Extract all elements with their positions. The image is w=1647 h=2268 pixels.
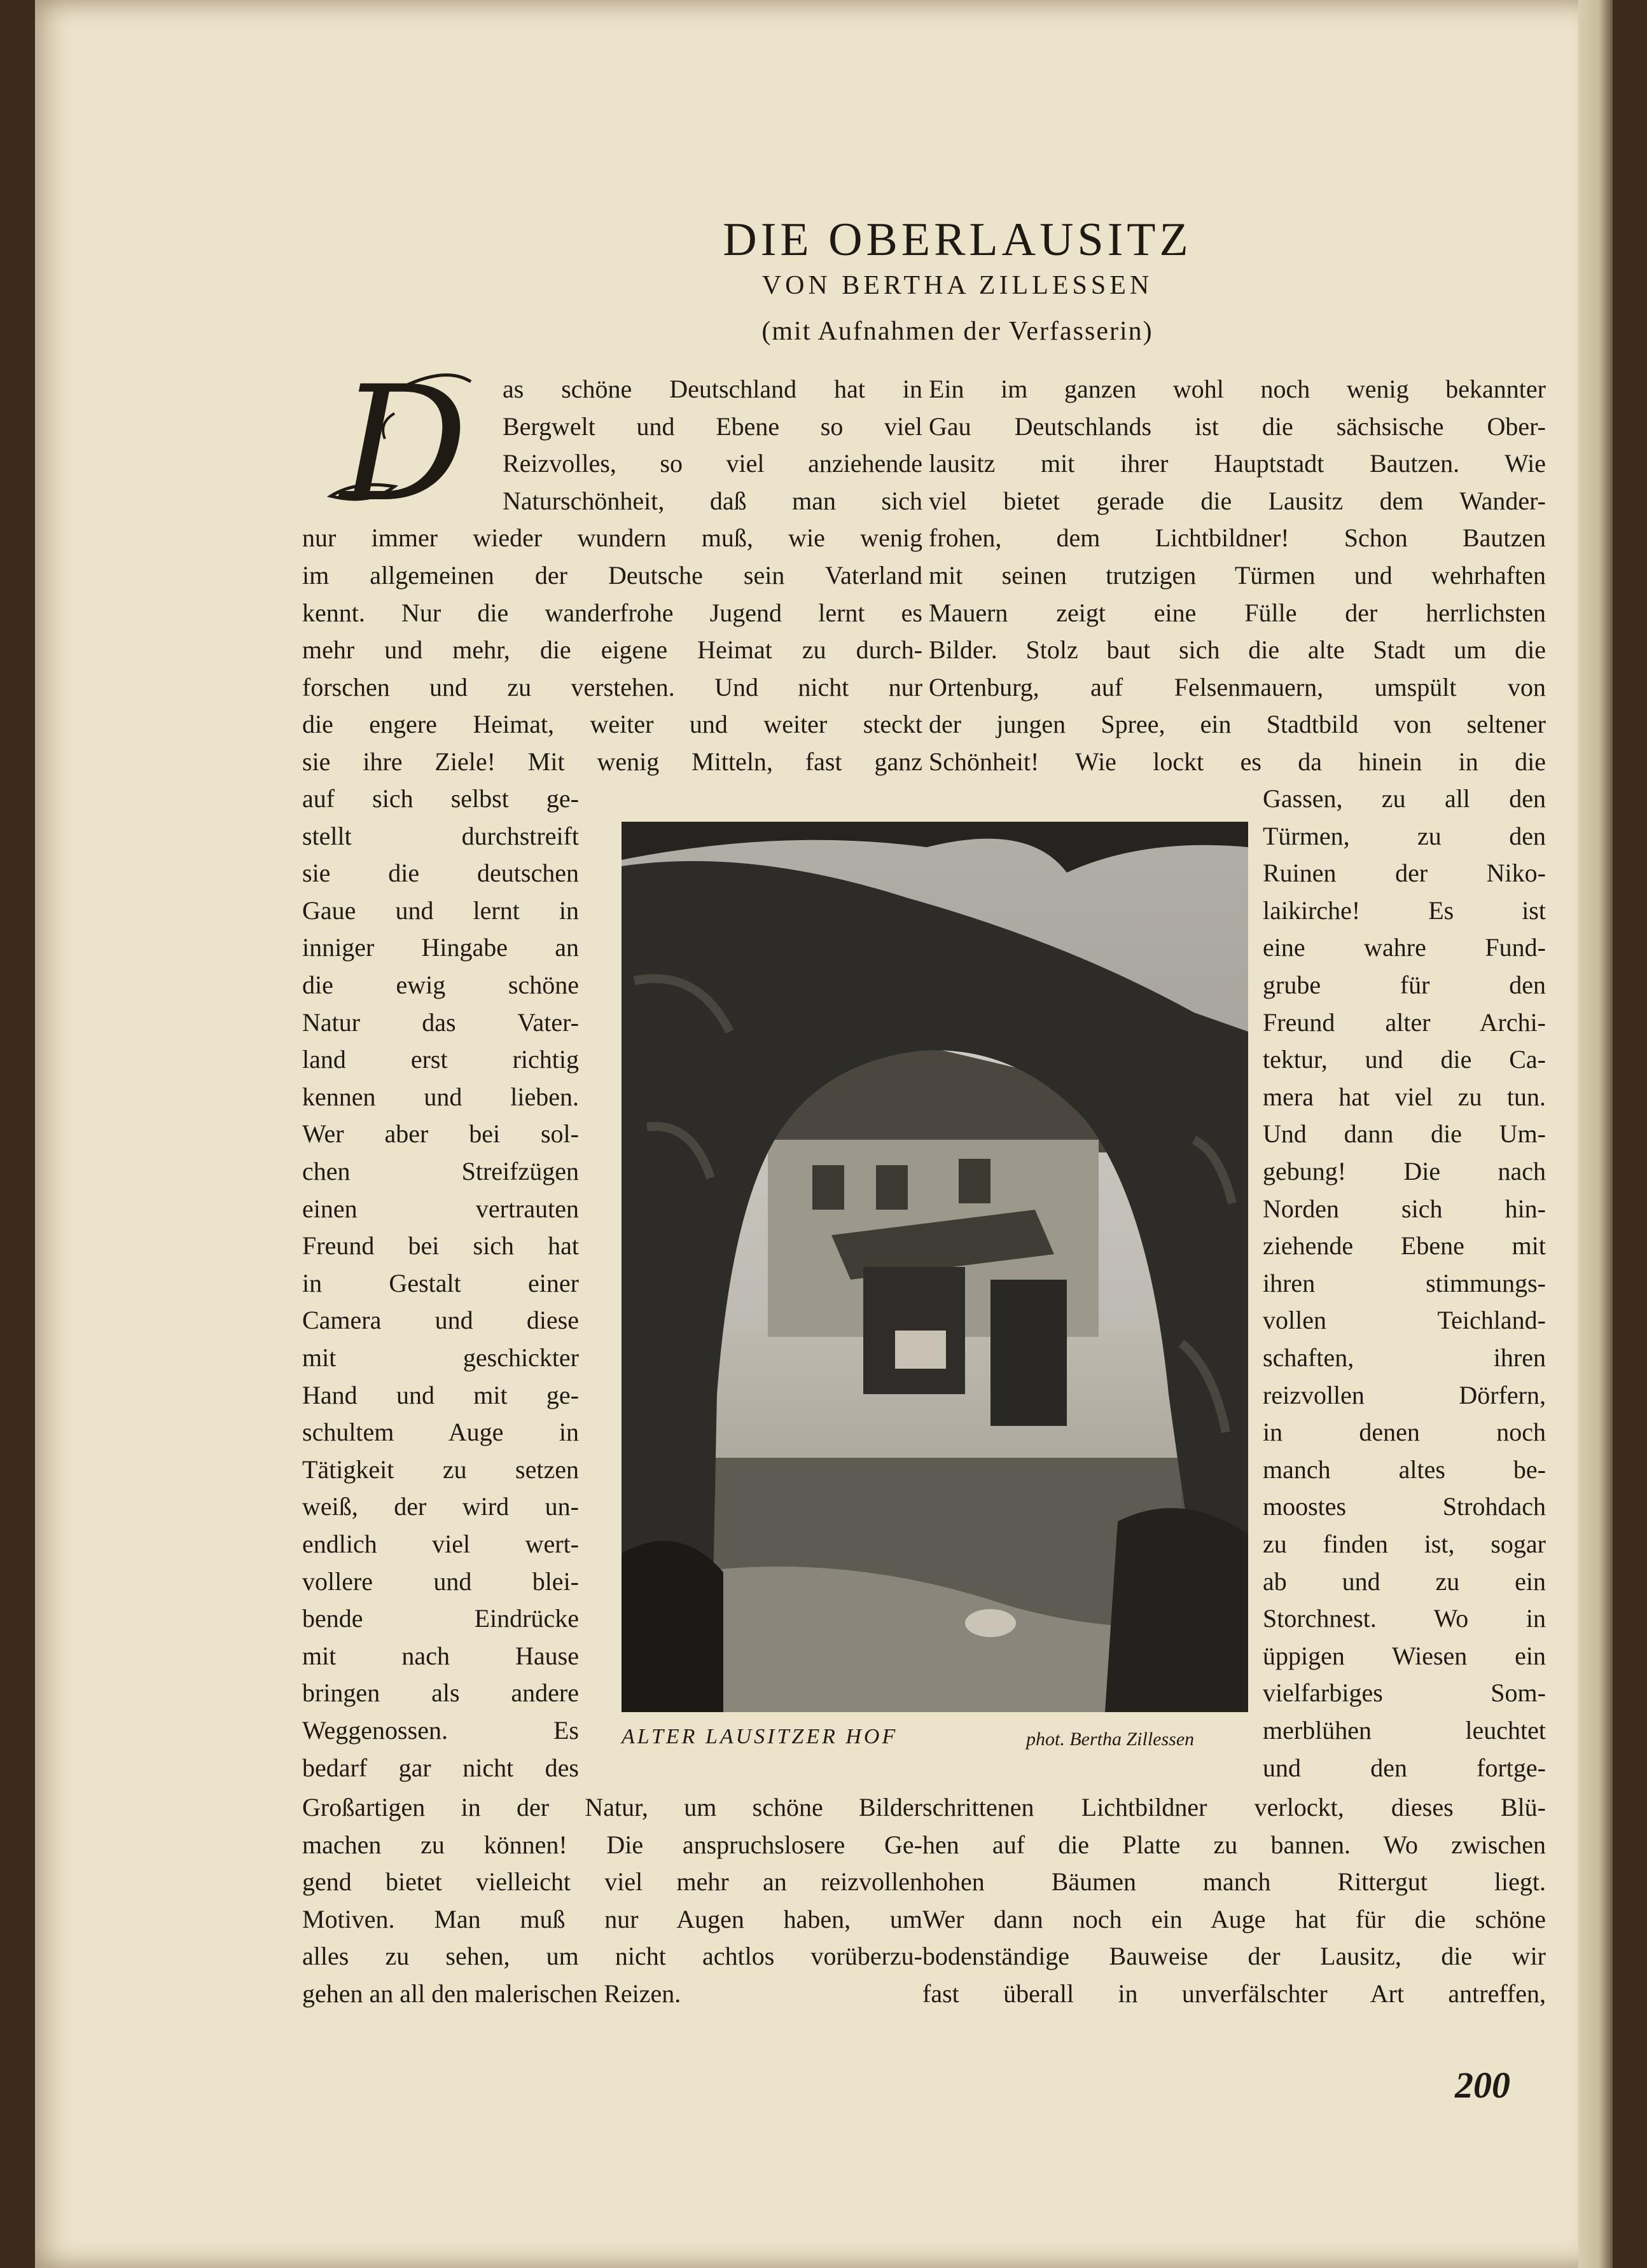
left-narrow-line: Camera und diese — [302, 1306, 579, 1335]
right-narrow-line: Gassen, zu all den — [1263, 784, 1546, 813]
left-narrow-line: auf sich selbst ge- — [302, 784, 579, 813]
figure-photo-credit: phot. Bertha Zillessen — [1026, 1729, 1195, 1750]
left-top-line: kennt. Nur die wanderfrohe Jugend lernt es — [302, 598, 922, 627]
left-top-line: im allgemeinen der Deutsche sein Vaterland — [302, 561, 922, 590]
left-narrow-line: stellt durchstreift — [302, 821, 579, 850]
left-top-line: sie ihre Ziele! Mit wenig Mitteln, fast ganz — [302, 747, 922, 776]
right-top-line: Ein im ganzen wohl noch wenig bekannter — [929, 375, 1546, 403]
right-narrow-line: üppigen Wiesen ein — [1263, 1641, 1546, 1670]
left-bottom-line: machen zu können! Die anspruchslosere Ge- — [302, 1830, 922, 1859]
right-narrow-line: Und dann die Um- — [1263, 1119, 1546, 1149]
figure-caption: ALTER LAUSITZER HOF — [622, 1725, 898, 1748]
left-bottom-line: Motiven. Man muß nur Augen haben, um — [302, 1904, 922, 1933]
right-narrow-line: mera hat viel zu tun. — [1263, 1082, 1546, 1111]
left-narrow-line: bringen als andere — [302, 1678, 579, 1708]
left-narrow-line: Natur das Vater- — [302, 1007, 579, 1037]
dropcap-letter: D — [340, 369, 468, 515]
left-narrow-line: sie die deutschen — [302, 859, 579, 888]
right-narrow-line: Norden sich hin- — [1263, 1194, 1546, 1223]
article-title: DIE OBERLAUSITZ — [723, 214, 1192, 266]
right-narrow-line: merblühen leuchtet — [1263, 1716, 1546, 1745]
dropcap-ornament — [318, 369, 490, 515]
left-bottom-line: gehen an all den malerischen Reizen. — [302, 1979, 681, 2008]
article-photo-credit-note: (mit Aufnahmen der Verfasserin) — [761, 317, 1153, 346]
left-top-line: nur immer wieder wundern muß, wie wenig — [302, 523, 922, 553]
left-narrow-line: vollere und blei- — [302, 1566, 579, 1596]
left-narrow-line: bende Eindrücke — [302, 1604, 579, 1633]
right-top-line: Schönheit! Wie lockt es da hinein in die — [929, 747, 1546, 776]
photo-old-lusatian-farm — [622, 822, 1248, 1712]
left-narrow-line: Gaue und lernt in — [302, 895, 579, 925]
right-top-line: der jungen Spree, ein Stadtbild von seltener — [929, 710, 1546, 739]
right-top-line: Gau Deutschlands ist die sächsische Ober- — [929, 411, 1546, 441]
right-bottom-line: bodenständige Bauweise der Lausitz, die wir — [922, 1942, 1546, 1971]
left-narrow-line: land erst richtig — [302, 1045, 579, 1074]
left-top-line: as schöne Deutschland hat in — [503, 375, 922, 403]
right-narrow-line: eine wahre Fund- — [1263, 933, 1546, 962]
right-narrow-line: schaften, ihren — [1263, 1343, 1546, 1372]
right-narrow-line: Freund alter Archi- — [1263, 1007, 1546, 1037]
left-narrow-line: chen Streifzügen — [302, 1157, 579, 1186]
left-narrow-line: schultem Auge in — [302, 1418, 579, 1447]
right-narrow-line: grube für den — [1263, 971, 1546, 999]
right-narrow-line: tektur, und die Ca- — [1263, 1045, 1546, 1074]
right-top-line: Mauern zeigt eine Fülle der herrlichsten — [929, 598, 1546, 627]
page-number: 200 — [1455, 2064, 1510, 2106]
right-top-line: Ortenburg, auf Felsenmauern, umspült von — [929, 672, 1546, 702]
right-bottom-line: Wer dann noch ein Auge hat für die schöne — [922, 1904, 1546, 1933]
right-narrow-line: moostes Strohdach — [1263, 1492, 1546, 1521]
right-narrow-line: zu finden ist, sogar — [1263, 1530, 1546, 1558]
right-top-line: Bilder. Stolz baut sich die alte Stadt um die — [929, 635, 1546, 665]
right-narrow-line: in denen noch — [1263, 1418, 1546, 1447]
right-narrow-line: ab und zu ein — [1263, 1566, 1546, 1596]
left-narrow-line: Weggenossen. Es — [302, 1716, 579, 1745]
right-narrow-line: manch altes be- — [1263, 1455, 1546, 1484]
left-narrow-line: Wer aber bei sol- — [302, 1119, 579, 1149]
left-narrow-line: mit geschickter — [302, 1343, 579, 1372]
left-narrow-line: inniger Hingabe an — [302, 933, 579, 962]
left-narrow-line: Freund bei sich hat — [302, 1231, 579, 1261]
left-bottom-line: gend bietet vielleicht viel mehr an reizvollen — [302, 1867, 922, 1897]
right-narrow-line: vollen Teichland- — [1263, 1306, 1546, 1335]
right-bottom-line: hohen Bäumen manch Rittergut liegt. — [922, 1867, 1546, 1897]
right-narrow-line: Türmen, zu den — [1263, 821, 1546, 850]
left-top-line: mehr und mehr, die eigene Heimat zu durch- — [302, 635, 922, 665]
right-top-line: mit seinen trutzigen Türmen und wehrhaften — [929, 561, 1546, 590]
left-narrow-line: endlich viel wert- — [302, 1530, 579, 1558]
left-narrow-line: Tätigkeit zu setzen — [302, 1455, 579, 1484]
right-narrow-line: laikirche! Es ist — [1263, 895, 1546, 925]
left-bottom-line: Großartigen in der Natur, um schöne Bilder — [302, 1793, 922, 1822]
left-narrow-line: bedarf gar nicht des — [302, 1753, 579, 1782]
next-page-edge — [1578, 0, 1613, 2268]
left-narrow-line: in Gestalt einer — [302, 1268, 579, 1297]
right-bottom-line: schrittenen Lichtbildner verlockt, dieses Blü- — [922, 1793, 1546, 1822]
left-top-line: die engere Heimat, weiter und weiter steckt — [302, 710, 922, 739]
article-byline: VON BERTHA ZILLESSEN — [761, 271, 1153, 300]
left-narrow-line: Hand und mit ge- — [302, 1380, 579, 1409]
left-bottom-line: alles zu sehen, um nicht achtlos vorüberzu- — [302, 1942, 922, 1971]
photo-drawing — [622, 822, 1248, 1712]
right-bottom-line: fast überall in unverfälschter Art antreffen, — [922, 1979, 1546, 2008]
right-top-line: viel bietet gerade die Lausitz dem Wander- — [929, 486, 1546, 515]
left-narrow-line: kennen und lieben. — [302, 1082, 579, 1111]
right-top-line: frohen, dem Lichtbildner! Schon Bautzen — [929, 523, 1546, 553]
left-top-line: forschen und zu verstehen. Und nicht nur — [302, 672, 922, 702]
right-bottom-line: hen auf die Platte zu bannen. Wo zwischen — [922, 1830, 1546, 1859]
left-narrow-line: weiß, der wird un- — [302, 1492, 579, 1521]
right-top-line: lausitz mit ihrer Hauptstadt Bautzen. Wie — [929, 449, 1546, 478]
right-narrow-line: Ruinen der Niko- — [1263, 859, 1546, 888]
right-narrow-line: gebung! Die nach — [1263, 1157, 1546, 1186]
right-narrow-line: vielfarbiges Som- — [1263, 1678, 1546, 1708]
magazine-page — [35, 0, 1613, 2268]
left-top-line: Bergwelt und Ebene so viel — [503, 411, 922, 441]
left-narrow-line: einen vertrauten — [302, 1194, 579, 1223]
left-top-line: Reizvolles, so viel anziehende — [503, 449, 922, 478]
left-narrow-line: mit nach Hause — [302, 1641, 579, 1670]
right-narrow-line: ziehende Ebene mit — [1263, 1231, 1546, 1261]
right-narrow-line: ihren stimmungs- — [1263, 1268, 1546, 1297]
left-narrow-line: die ewig schöne — [302, 971, 579, 999]
right-narrow-line: Storchnest. Wo in — [1263, 1604, 1546, 1633]
left-top-line: Naturschönheit, daß man sich — [503, 486, 922, 515]
right-narrow-line: reizvollen Dörfern, — [1263, 1380, 1546, 1409]
right-narrow-line: und den fortge- — [1263, 1753, 1546, 1782]
